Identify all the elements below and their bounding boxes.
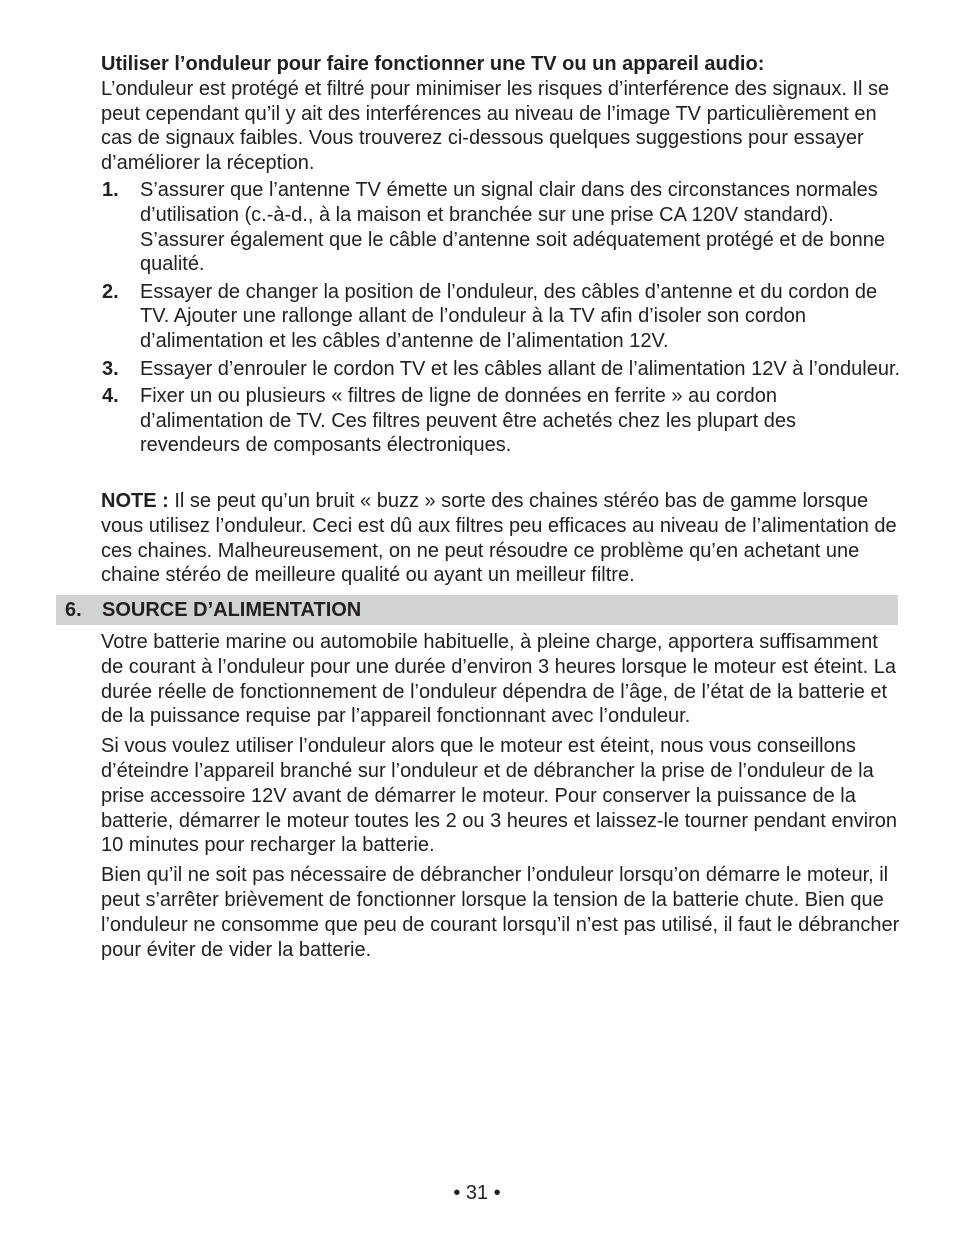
- section-header: [56, 595, 898, 625]
- note-paragraph: [101, 489, 901, 588]
- body-paragraph: Si vous voulez utiliser l’onduleur alors que le moteur est éteint, nous vous conseillons d’éteindre l’appareil branché sur l’onduleur et de débrancher la prise de l’onduleur de la prise accessoire 12V avant de démarrer le moteur. Pour conserver la puissance de la batterie, démarrer le moteur toutes les 2 ou 3 heures et laissez-le tourner pendant environ 10 minutes pour recharger la batterie.: [101, 735, 897, 857]
- intro-paragraph: L’onduleur est protégé et filtré pour minimiser les risques d’interférence des signaux. Il se peut cependant qu’il y ait des interférences au niveau de l’image TV particulièrement en cas de signaux faibles. Vous trouverez ci-dessous quelques suggestions pour essayer d’améliorer la réception.: [101, 77, 890, 175]
- list-item: [101, 357, 901, 382]
- body-paragraph: Votre batterie marine ou automobile habituelle, à pleine charge, apportera suffisamment de courant à l’onduleur pour une durée d’environ 3 heures lorsque le moteur est éteint. La durée réelle de fonctionnement de l’onduleur dépendra de l’âge, de l’état de la batterie et de la puissance requise par l’appareil fonctionnant avec l’onduleur.: [101, 631, 896, 728]
- note-label: NOTE :: [101, 490, 169, 512]
- intro-block: [101, 52, 901, 176]
- intro-heading: Utiliser l’onduleur pour faire fonctionner une TV ou un appareil audio:: [101, 53, 765, 75]
- step-number: 1.: [102, 179, 119, 201]
- page-number: • 31 •: [453, 1182, 501, 1204]
- note-text: Il se peut qu’un bruit « buzz » sorte des chaines stéréo bas de gamme lorsque vous utilisez l’onduleur. Ceci est dû aux filtres peu efficaces au niveau de l’alimentation de ces chaines. Malheureusement, on ne peut résoudre ce problème qu’en achetant une chaine stéréo de meilleure qualité ou ayant un meilleur filtre.: [101, 490, 897, 587]
- list-item: [101, 384, 901, 458]
- suggestion-list: [101, 178, 901, 461]
- step-text: Essayer de changer la position de l’onduleur, des câbles d’antenne et du cordon de TV. Ajouter une rallonge allant de l’onduleur à la TV afin d’isoler son cordon d’alimentation et les câbles d’antenne de l’alimentation 12V.: [140, 280, 878, 353]
- step-number: 3.: [102, 357, 119, 380]
- step-text: Fixer un ou plusieurs « filtres de ligne de données en ferrite » au cordon d’alimentation de TV. Ces filtres peuvent être achetés chez les plupart des revendeurs de composants électroniques.: [140, 384, 796, 457]
- step-text: S’assurer que l’antenne TV émette un signal clair dans des circonstances normales d’utilisation (c.-à-d., à la maison et branchée sur une prise CA 120V standard). S’assurer également que le câble d’antenne soit adéquatement protégé et de bonne qualité.: [140, 179, 885, 276]
- body-paragraph: Bien qu’il ne soit pas nécessaire de débrancher l’onduleur lorsqu’on démarre le moteur, il peut s’arrêter brièvement de fonctionner lorsque la tension de la batterie chute. Bien que l’onduleur ne consomme que peu de courant lorsqu’il n’est pas utilisé, il faut le débrancher pour éviter de vider la batterie.: [101, 864, 900, 961]
- step-number: 4.: [102, 384, 119, 407]
- step-number: 2.: [102, 280, 119, 303]
- step-text: Essayer d’enrouler le cordon TV et les câbles allant de l’alimentation 12V à l’onduleur.: [140, 357, 901, 380]
- section-number: 6.: [65, 599, 82, 621]
- section-body: [101, 630, 901, 967]
- list-item: [101, 280, 901, 354]
- section-title: SOURCE D’ALIMENTATION: [102, 599, 362, 621]
- list-item: [101, 178, 901, 277]
